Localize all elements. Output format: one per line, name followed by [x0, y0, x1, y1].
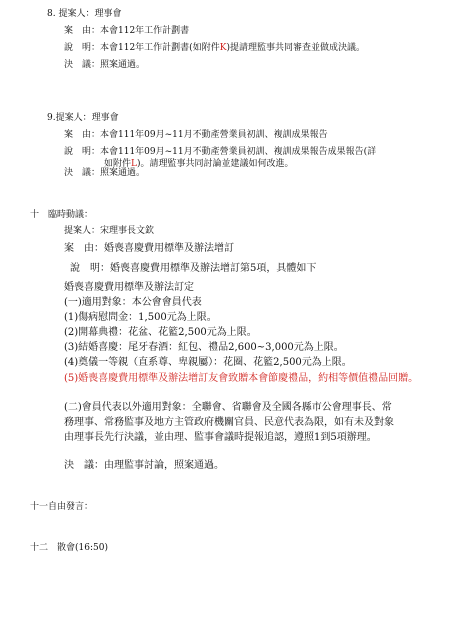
section10-heading: 十 臨時動議： — [30, 210, 94, 220]
item9-explanation-line1: 說 明：本會111年09月~11月不動產營業員初訓、複訓成果報告成果報告(詳 — [64, 147, 377, 157]
section11-heading: 十一自由發言： — [30, 502, 94, 512]
rule-1: (1)傷病慰問金：1,500元為上限。 — [64, 312, 217, 323]
item8-explain-text: 說 明：本會112年工作計劃書(如附件 — [64, 43, 220, 53]
section10-resolution: 決 議：由理監事討論，照案通過。 — [64, 460, 224, 471]
rule-2: (2)開幕典禮：花盆、花籃2,500元為上限。 — [64, 327, 257, 338]
rule-4: (4)奠儀一等親（直系尊、卑親屬）：花圈、花籃2,500元為上限。 — [64, 357, 352, 368]
item8-resolution: 決 議：照案通過。 — [64, 60, 146, 70]
item8-heading: 8. 提案人：理事會 — [47, 9, 122, 19]
item8-explain-text-end: )提請理監事共同審查並做成決議。 — [226, 43, 365, 53]
item9-attachment-label: L — [131, 159, 137, 169]
section12-heading: 十二 散會(16:50) — [30, 543, 108, 553]
section10-subject: 案 由：婚喪喜慶費用標準及辦法增訂 — [64, 243, 234, 254]
rules-title: 婚喪喜慶費用標準及辦法訂定 — [64, 282, 194, 293]
section10-explanation: 說 明：婚喪喜慶費用標準及辦法增訂第5項，具體如下 — [70, 263, 317, 274]
item8-explanation — [64, 44, 365, 53]
section10-proposer: 提案人：宋理事長文欽 — [64, 226, 155, 236]
item9-resolution: 決 議：照案通過。 — [64, 168, 146, 178]
rules-part2-line2: 務理事、常務監事及地方主管政府機關官員、民意代表為限，如有未及對象 — [64, 417, 394, 428]
item9-subject: 案 由：本會111年09月~11月不動產營業員初訓、複訓成果報告 — [64, 130, 328, 140]
item8-subject: 案 由：本會112年工作計劃書 — [64, 26, 190, 36]
rule-3: (3)結婚喜慶：尾牙春酒：紅包、禮品2,600~3,000元為上限。 — [64, 342, 344, 353]
item8-attachment-label: K — [219, 43, 227, 53]
item9-heading: 9.提案人：理事會 — [47, 113, 119, 123]
rule-5-highlighted: (5)婚喪喜慶費用標準及辦法增訂友會致贈本會節慶禮品，約相等價值禮品回贈。 — [64, 373, 419, 384]
item9-explain-text: 如附件 — [104, 159, 132, 169]
rules-part1-heading: (一)適用對象：本公會會員代表 — [64, 297, 202, 308]
rules-part2-line3: 由理事長先行決議，並由理、監事會議時提報追認，遵照1到5項辦理。 — [64, 432, 377, 443]
rules-part2-line1: (二)會員代表以外適用對象：全聯會、省聯會及全國各縣市公會理事長、常 — [64, 402, 392, 413]
item9-explain-text-end: )。請理監事共同討論並建議如何改進。 — [137, 159, 294, 169]
